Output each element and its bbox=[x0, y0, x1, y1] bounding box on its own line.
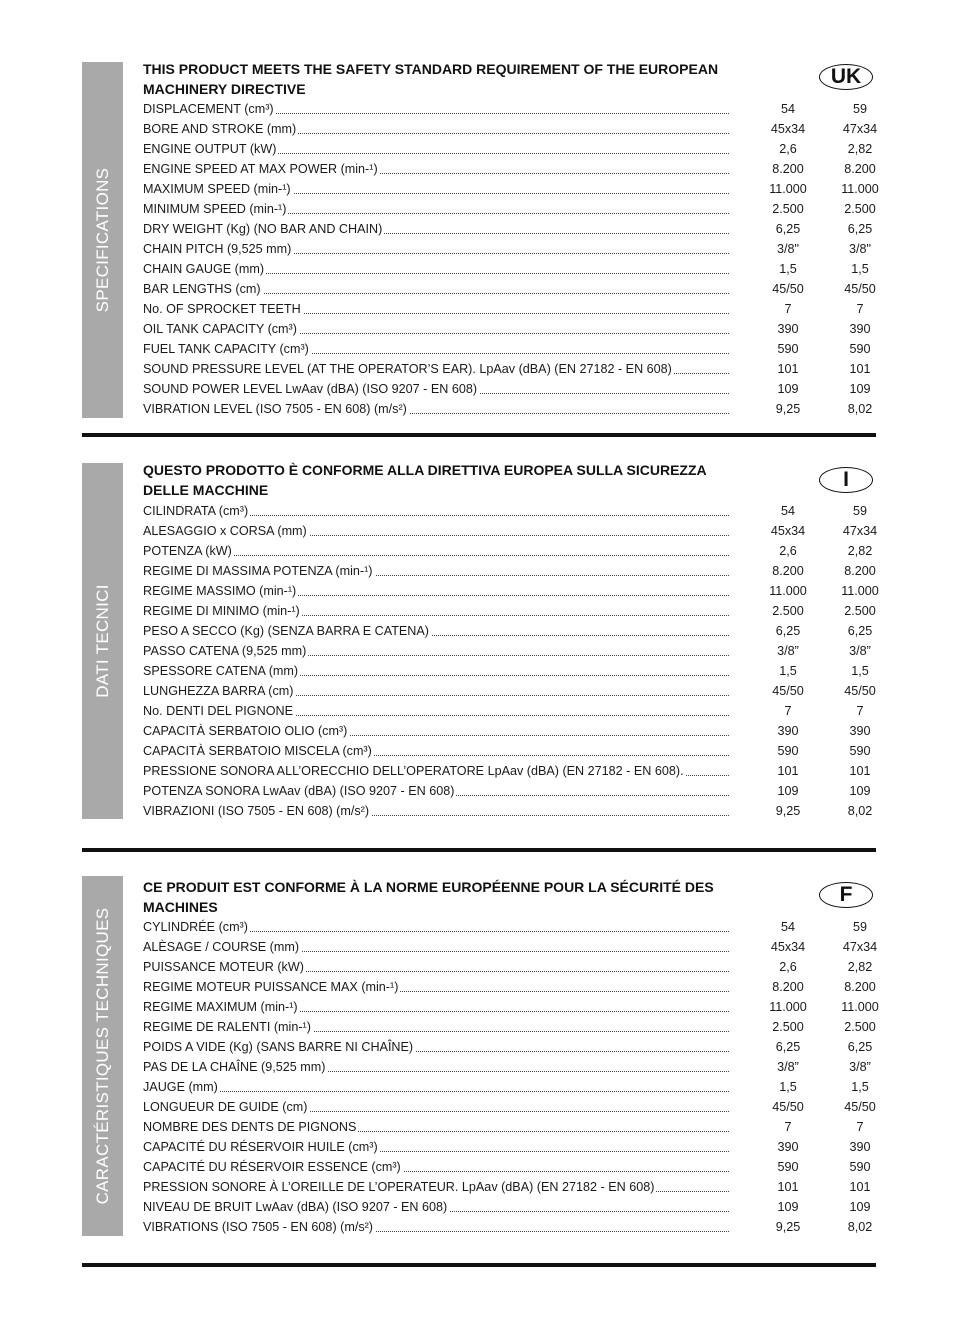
spec-value-59: 47x34 bbox=[842, 940, 878, 954]
spec-label-cell bbox=[143, 1217, 729, 1237]
spec-value-54: 101 bbox=[777, 362, 799, 376]
spec-label-cell bbox=[143, 977, 729, 997]
spec-value-54: 2,6 bbox=[779, 960, 797, 974]
spec-label-cell bbox=[143, 239, 729, 259]
spec-row bbox=[143, 359, 876, 379]
spec-value-54: 6,25 bbox=[775, 1040, 801, 1054]
spec-label: POTENZA (kW) bbox=[143, 544, 232, 558]
spec-label: SOUND POWER LEVEL LwAav (dBA) (ISO 9207 - EN 608) bbox=[143, 382, 478, 396]
spec-label: CAPACITÉ DU RÉSERVOIR ESSENCE (cm³) bbox=[143, 1160, 401, 1174]
spec-label: REGIME MOTEUR PUISSANCE MAX (min-¹) bbox=[143, 980, 399, 994]
spec-value-59: 101 bbox=[849, 764, 871, 778]
spec-value-54: 101 bbox=[777, 764, 799, 778]
spec-value-59: 7 bbox=[856, 302, 864, 316]
section-heading: THIS PRODUCT MEETS THE SAFETY STANDARD REQUIREMENT OF THE EUROPEAN MACHINERY DIRECTIVE bbox=[143, 61, 719, 97]
spec-value-59: 47x34 bbox=[842, 122, 878, 136]
spec-label-cell bbox=[143, 299, 729, 319]
spec-label: REGIME DE RALENTI (min-¹) bbox=[143, 1020, 311, 1034]
spec-label-cell bbox=[143, 741, 729, 761]
spec-label-cell bbox=[143, 1077, 729, 1097]
spec-row bbox=[143, 239, 876, 259]
spec-label: LONGUEUR DE GUIDE (cm) bbox=[143, 1100, 308, 1114]
spec-value-59: 2,82 bbox=[847, 544, 873, 558]
spec-label-cell bbox=[143, 1097, 729, 1117]
spec-value-54: 11.000 bbox=[769, 182, 807, 196]
spec-value-59: 47x34 bbox=[842, 524, 878, 538]
spec-value-59: 8,02 bbox=[847, 804, 873, 818]
spec-value-59: 1,5 bbox=[851, 1080, 869, 1094]
spec-row bbox=[143, 521, 876, 541]
spec-label: POTENZA SONORA LwAav (dBA) (ISO 9207 - EN 608) bbox=[143, 784, 455, 798]
spec-label-cell bbox=[143, 957, 729, 977]
spec-rows bbox=[143, 917, 879, 1237]
spec-value-59: 2,82 bbox=[847, 142, 873, 156]
spec-label-cell bbox=[143, 781, 729, 801]
spec-label-cell bbox=[143, 801, 729, 821]
spec-label: DISPLACEMENT (cm³) bbox=[143, 102, 274, 116]
spec-label-cell bbox=[143, 661, 729, 681]
spec-value-54: 54 bbox=[780, 504, 795, 518]
spec-label-cell bbox=[143, 917, 729, 937]
spec-row bbox=[143, 761, 876, 781]
spec-label: REGIME MAXIMUM (min-¹) bbox=[143, 1000, 298, 1014]
spec-label-cell bbox=[143, 1037, 729, 1057]
spec-row bbox=[143, 561, 876, 581]
spec-label-cell bbox=[143, 1137, 729, 1157]
spec-value-54: 3/8” bbox=[777, 1060, 799, 1074]
spec-label-cell bbox=[143, 159, 729, 179]
spec-value-59: 2.500 bbox=[844, 1020, 876, 1034]
spec-row bbox=[143, 1037, 876, 1057]
spec-value-54: 8.200 bbox=[772, 162, 804, 176]
spec-row bbox=[143, 621, 876, 641]
spec-value-59: 6,25 bbox=[847, 624, 873, 638]
spec-value-59: 2,82 bbox=[847, 960, 873, 974]
spec-value-59: 101 bbox=[849, 362, 871, 376]
spec-label: NOMBRE DES DENTS DE PIGNONS bbox=[143, 1120, 357, 1134]
spec-row bbox=[143, 1097, 876, 1117]
spec-row bbox=[143, 99, 876, 119]
section-divider bbox=[82, 848, 876, 852]
spec-label: ALÈSAGE / COURSE (mm) bbox=[143, 940, 300, 954]
spec-value-54: 45x34 bbox=[770, 940, 806, 954]
spec-row bbox=[143, 1217, 876, 1237]
spec-label-cell bbox=[143, 119, 729, 139]
spec-row bbox=[143, 339, 876, 359]
spec-row bbox=[143, 721, 876, 741]
spec-value-54: 45/50 bbox=[772, 1100, 804, 1114]
spec-value-59: 8.200 bbox=[844, 980, 876, 994]
spec-label-cell bbox=[143, 761, 729, 781]
spec-label: OIL TANK CAPACITY (cm³) bbox=[143, 322, 297, 336]
spec-row bbox=[143, 1017, 876, 1037]
spec-label: CILINDRATA (cm³) bbox=[143, 504, 249, 518]
spec-value-59: 45/50 bbox=[844, 684, 876, 698]
section-divider bbox=[82, 1263, 876, 1267]
spec-row bbox=[143, 139, 876, 159]
spec-row bbox=[143, 541, 876, 561]
sidebar-tab bbox=[82, 62, 123, 418]
spec-value-54: 11.000 bbox=[769, 584, 807, 598]
spec-value-54: 6,25 bbox=[775, 222, 801, 236]
spec-label: PAS DE LA CHAÎNE (9,525 mm) bbox=[143, 1060, 326, 1074]
spec-value-54: 590 bbox=[777, 342, 799, 356]
spec-value-59: 3/8” bbox=[849, 1060, 871, 1074]
spec-value-59: 590 bbox=[849, 744, 871, 758]
spec-label-cell bbox=[143, 339, 729, 359]
spec-value-54: 1,5 bbox=[779, 664, 797, 678]
spec-label: DRY WEIGHT (Kg) (NO BAR AND CHAIN) bbox=[143, 222, 383, 236]
spec-label: MINIMUM SPEED (min-¹) bbox=[143, 202, 287, 216]
spec-value-54: 2.500 bbox=[772, 1020, 804, 1034]
spec-label-cell bbox=[143, 681, 729, 701]
spec-row bbox=[143, 1157, 876, 1177]
spec-value-59: 8.200 bbox=[844, 162, 876, 176]
spec-value-59: 11.000 bbox=[841, 182, 879, 196]
spec-rows bbox=[143, 99, 879, 419]
spec-value-54: 45/50 bbox=[772, 282, 804, 296]
spec-value-54: 2.500 bbox=[772, 604, 804, 618]
spec-value-59: 3/8" bbox=[849, 242, 871, 256]
spec-label: REGIME DI MINIMO (min-¹) bbox=[143, 604, 300, 618]
spec-value-54: 8.200 bbox=[772, 564, 804, 578]
language-badge: F bbox=[819, 882, 873, 908]
sidebar-label: CARACTÉRISTIQUES TECHNIQUES bbox=[92, 907, 112, 1205]
section-fr bbox=[82, 876, 879, 1236]
spec-value-59: 109 bbox=[849, 1200, 871, 1214]
spec-value-59: 8,02 bbox=[847, 402, 873, 416]
spec-value-54: 109 bbox=[777, 784, 799, 798]
spec-value-59: 45/50 bbox=[844, 282, 876, 296]
spec-label-cell bbox=[143, 1117, 729, 1137]
spec-label-cell bbox=[143, 379, 729, 399]
spec-label: SPESSORE CATENA (mm) bbox=[143, 664, 299, 678]
spec-label-cell bbox=[143, 937, 729, 957]
spec-row bbox=[143, 379, 876, 399]
spec-value-59: 11.000 bbox=[841, 1000, 879, 1014]
spec-label: PRESSIONE SONORA ALL’ORECCHIO DELL’OPERATORE LpAav (dBA) (EN 27182 - EN 608). bbox=[143, 764, 684, 778]
spec-label-cell bbox=[143, 99, 729, 119]
spec-row bbox=[143, 501, 876, 521]
spec-label: PASSO CATENA (9,525 mm) bbox=[143, 644, 307, 658]
section-heading: QUESTO PRODOTTO È CONFORME ALLA DIRETTIVA EUROPEA SULLA SICUREZZA DELLE MACCHINE bbox=[143, 462, 707, 498]
spec-row bbox=[143, 641, 876, 661]
spec-label: FUEL TANK CAPACITY (cm³) bbox=[143, 342, 309, 356]
spec-rows bbox=[143, 501, 879, 821]
spec-value-59: 2.500 bbox=[844, 202, 876, 216]
spec-value-54: 45x34 bbox=[770, 122, 806, 136]
spec-label: POIDS A VIDE (Kg) (SANS BARRE NI CHAÎNE) bbox=[143, 1040, 414, 1054]
spec-row bbox=[143, 701, 876, 721]
spec-value-54: 1,5 bbox=[779, 1080, 797, 1094]
spec-row bbox=[143, 781, 876, 801]
spec-label: ENGINE SPEED AT MAX POWER (min-¹) bbox=[143, 162, 378, 176]
spec-row bbox=[143, 937, 876, 957]
spec-value-59: 6,25 bbox=[847, 1040, 873, 1054]
spec-value-59: 109 bbox=[849, 382, 871, 396]
spec-value-54: 3/8" bbox=[777, 242, 799, 256]
spec-label-cell bbox=[143, 561, 729, 581]
spec-label: CAPACITÀ SERBATOIO OLIO (cm³) bbox=[143, 724, 348, 738]
spec-label-cell bbox=[143, 1057, 729, 1077]
spec-value-54: 7 bbox=[784, 302, 792, 316]
spec-value-59: 8,02 bbox=[847, 1220, 873, 1234]
spec-value-59: 59 bbox=[852, 102, 867, 116]
spec-label-cell bbox=[143, 541, 729, 561]
spec-label: VIBRAZIONI (ISO 7505 - EN 608) (m/s²) bbox=[143, 804, 370, 818]
spec-value-54: 9,25 bbox=[775, 1220, 801, 1234]
spec-label: PUISSANCE MOTEUR (kW) bbox=[143, 960, 304, 974]
section-it bbox=[82, 462, 879, 819]
spec-value-59: 8.200 bbox=[844, 564, 876, 578]
spec-value-59: 7 bbox=[856, 1120, 864, 1134]
spec-value-54: 9,25 bbox=[775, 804, 801, 818]
spec-row bbox=[143, 957, 876, 977]
spec-label: ENGINE OUTPUT (kW) bbox=[143, 142, 277, 156]
spec-value-59: 59 bbox=[852, 504, 867, 518]
spec-value-54: 2.500 bbox=[772, 202, 804, 216]
spec-value-54: 7 bbox=[784, 1120, 792, 1134]
spec-label-cell bbox=[143, 721, 729, 741]
spec-value-54: 7 bbox=[784, 704, 792, 718]
spec-row bbox=[143, 159, 876, 179]
spec-row bbox=[143, 399, 876, 419]
spec-row bbox=[143, 977, 876, 997]
spec-row bbox=[143, 741, 876, 761]
spec-label: No. DENTI DEL PIGNONE bbox=[143, 704, 293, 718]
language-badge: UK bbox=[819, 64, 873, 90]
spec-row bbox=[143, 801, 876, 821]
spec-label: VIBRATION LEVEL (ISO 7505 - EN 608) (m/s²) bbox=[143, 402, 407, 416]
spec-value-54: 9,25 bbox=[775, 402, 801, 416]
spec-label-cell bbox=[143, 1197, 729, 1217]
spec-label: NIVEAU DE BRUIT LwAav (dBA) (ISO 9207 - EN 608) bbox=[143, 1200, 448, 1214]
spec-value-54: 109 bbox=[777, 1200, 799, 1214]
spec-label-cell bbox=[143, 581, 729, 601]
spec-label-cell bbox=[143, 641, 729, 661]
spec-row bbox=[143, 1177, 876, 1197]
spec-value-54: 590 bbox=[777, 744, 799, 758]
spec-row bbox=[143, 199, 876, 219]
spec-value-54: 11.000 bbox=[769, 1000, 807, 1014]
spec-label-cell bbox=[143, 1177, 729, 1197]
spec-value-59: 11.000 bbox=[841, 584, 879, 598]
spec-label: PESO A SECCO (Kg) (SENZA BARRA E CATENA) bbox=[143, 624, 429, 638]
spec-label-cell bbox=[143, 621, 729, 641]
section-uk bbox=[82, 61, 879, 418]
spec-value-59: 7 bbox=[856, 704, 864, 718]
spec-value-54: 390 bbox=[777, 1140, 799, 1154]
spec-label-cell bbox=[143, 319, 729, 339]
sidebar-label: SPECIFICATIONS bbox=[92, 167, 112, 313]
spec-value-59: 390 bbox=[849, 724, 871, 738]
spec-row bbox=[143, 119, 876, 139]
spec-value-54: 3/8” bbox=[777, 644, 799, 658]
spec-value-59: 109 bbox=[849, 784, 871, 798]
spec-row bbox=[143, 299, 876, 319]
spec-row bbox=[143, 1137, 876, 1157]
spec-label: CAPACITÉ DU RÉSERVOIR HUILE (cm³) bbox=[143, 1140, 378, 1154]
spec-label: CHAIN PITCH (9,525 mm) bbox=[143, 242, 292, 256]
spec-value-59: 590 bbox=[849, 1160, 871, 1174]
spec-row bbox=[143, 661, 876, 681]
spec-value-54: 45x34 bbox=[770, 524, 806, 538]
spec-value-59: 2.500 bbox=[844, 604, 876, 618]
spec-label: ALESAGGIO x CORSA (mm) bbox=[143, 524, 307, 538]
spec-value-59: 3/8” bbox=[849, 644, 871, 658]
language-badge: I bbox=[819, 467, 873, 493]
spec-value-59: 1,5 bbox=[851, 664, 869, 678]
spec-row bbox=[143, 997, 879, 1017]
spec-label: REGIME DI MASSIMA POTENZA (min-¹) bbox=[143, 564, 373, 578]
spec-value-54: 8.200 bbox=[772, 980, 804, 994]
spec-value-54: 6,25 bbox=[775, 624, 801, 638]
spec-row bbox=[143, 259, 876, 279]
spec-label-cell bbox=[143, 521, 729, 541]
spec-row bbox=[143, 1197, 876, 1217]
leader-dots bbox=[143, 1091, 729, 1092]
spec-label-cell bbox=[143, 199, 729, 219]
spec-label: CYLINDRÉE (cm³) bbox=[143, 920, 248, 934]
spec-row bbox=[143, 1117, 876, 1137]
spec-label-cell bbox=[143, 701, 729, 721]
sidebar-tab bbox=[82, 876, 123, 1236]
spec-value-54: 101 bbox=[777, 1180, 799, 1194]
spec-value-59: 390 bbox=[849, 322, 871, 336]
spec-label: CHAIN GAUGE (mm) bbox=[143, 262, 265, 276]
spec-row bbox=[143, 681, 876, 701]
spec-label: VIBRATIONS (ISO 7505 - EN 608) (m/s²) bbox=[143, 1220, 374, 1234]
spec-value-54: 2,6 bbox=[779, 142, 797, 156]
spec-label: CAPACITÀ SERBATOIO MISCELA (cm³) bbox=[143, 744, 372, 758]
spec-value-59: 590 bbox=[849, 342, 871, 356]
spec-value-54: 1,5 bbox=[779, 262, 797, 276]
spec-label: SOUND PRESSURE LEVEL (AT THE OPERATOR’S EAR). LpAav (dBA) (EN 27182 - EN 608) bbox=[143, 362, 672, 376]
spec-row bbox=[143, 179, 879, 199]
spec-value-54: 45/50 bbox=[772, 684, 804, 698]
spec-row bbox=[143, 219, 876, 239]
spec-value-54: 2,6 bbox=[779, 544, 797, 558]
spec-label-cell bbox=[143, 997, 729, 1017]
spec-row bbox=[143, 601, 876, 621]
spec-value-59: 390 bbox=[849, 1140, 871, 1154]
spec-row bbox=[143, 279, 876, 299]
spec-label-cell bbox=[143, 259, 729, 279]
spec-label-cell bbox=[143, 501, 729, 521]
spec-row bbox=[143, 1057, 876, 1077]
spec-value-59: 45/50 bbox=[844, 1100, 876, 1114]
spec-value-54: 590 bbox=[777, 1160, 799, 1174]
spec-value-54: 390 bbox=[777, 724, 799, 738]
spec-label: BAR LENGTHS (cm) bbox=[143, 282, 261, 296]
spec-label: MAXIMUM SPEED (min-¹) bbox=[143, 182, 291, 196]
section-divider bbox=[82, 433, 876, 437]
sidebar-label: DATI TECNICI bbox=[92, 584, 112, 698]
spec-value-59: 101 bbox=[849, 1180, 871, 1194]
spec-value-54: 54 bbox=[780, 920, 795, 934]
spec-label: JAUGE (mm) bbox=[143, 1080, 218, 1094]
spec-label-cell bbox=[143, 601, 729, 621]
spec-label-cell bbox=[143, 279, 729, 299]
section-heading: CE PRODUIT EST CONFORME À LA NORME EUROPÉENNE POUR LA SÉCURITÉ DES MACHINES bbox=[143, 879, 714, 915]
spec-value-54: 109 bbox=[777, 382, 799, 396]
spec-label: No. OF SPROCKET TEETH bbox=[143, 302, 301, 316]
spec-row bbox=[143, 581, 879, 601]
spec-label: BORE AND STROKE (mm) bbox=[143, 122, 297, 136]
spec-label-cell bbox=[143, 139, 729, 159]
spec-label-cell bbox=[143, 399, 729, 419]
spec-value-59: 6,25 bbox=[847, 222, 873, 236]
spec-label-cell bbox=[143, 1017, 729, 1037]
spec-label: PRESSION SONORE À L’OREILLE DE L’OPERATEUR. LpAav (dBA) (EN 27182 - EN 608) bbox=[143, 1180, 655, 1194]
spec-value-54: 54 bbox=[780, 102, 795, 116]
spec-label: LUNGHEZZA BARRA (cm) bbox=[143, 684, 294, 698]
spec-row bbox=[143, 319, 876, 339]
spec-value-59: 1,5 bbox=[851, 262, 869, 276]
spec-label: REGIME MASSIMO (min-¹) bbox=[143, 584, 297, 598]
spec-value-54: 390 bbox=[777, 322, 799, 336]
spec-row bbox=[143, 917, 876, 937]
spec-label-cell bbox=[143, 1157, 729, 1177]
spec-label-cell bbox=[143, 219, 729, 239]
spec-row bbox=[143, 1077, 876, 1097]
spec-label-cell bbox=[143, 179, 729, 199]
spec-label-cell bbox=[143, 359, 729, 379]
spec-value-59: 59 bbox=[852, 920, 867, 934]
sidebar-tab bbox=[82, 463, 123, 819]
